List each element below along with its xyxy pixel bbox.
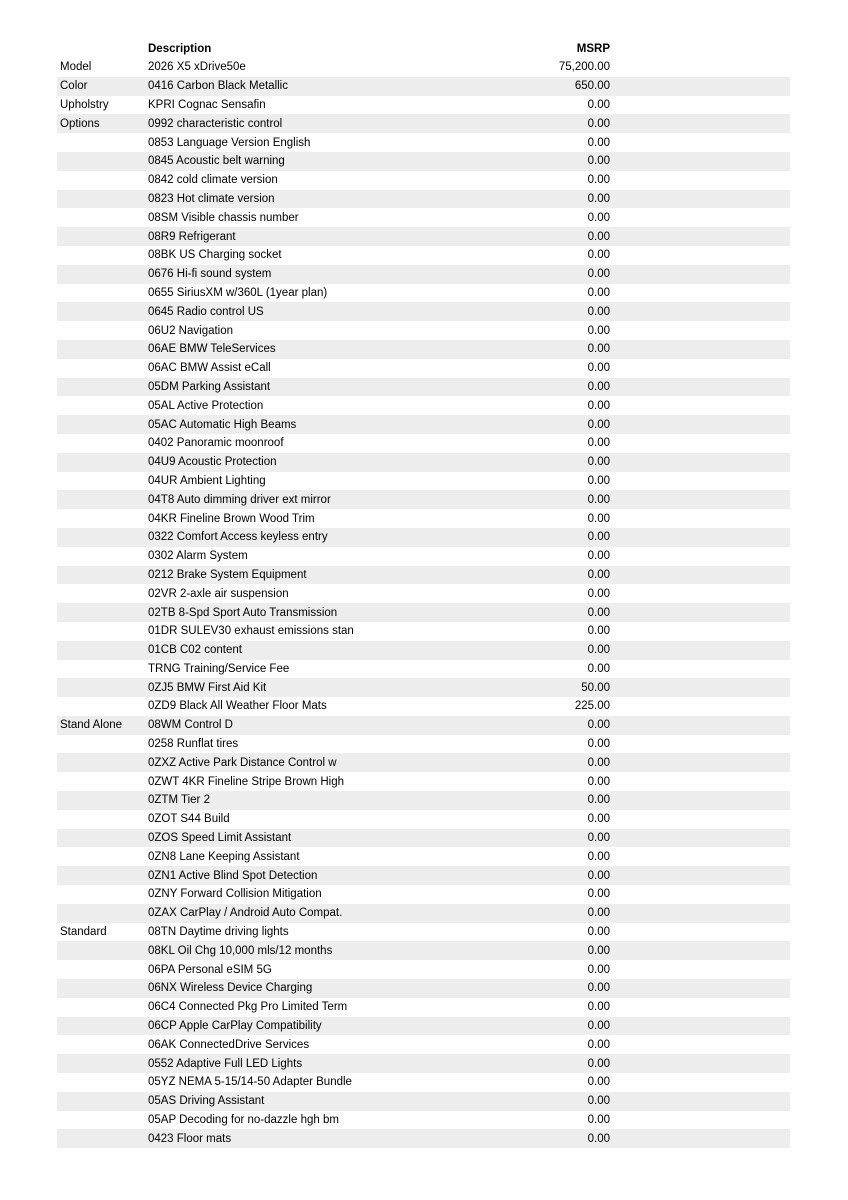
table-row xyxy=(57,340,790,359)
row-msrp: 0.00 xyxy=(587,136,610,149)
table-row xyxy=(57,321,790,340)
row-description: 08R9 Refrigerant xyxy=(148,230,236,243)
table-row xyxy=(57,622,790,641)
row-msrp: 0.00 xyxy=(587,794,610,807)
row-msrp: 0.00 xyxy=(587,286,610,299)
row-description: 04T8 Auto dimming driver ext mirror xyxy=(148,493,331,506)
vehicle-options-table xyxy=(57,39,790,1148)
row-description: KPRI Cognac Sensafin xyxy=(148,98,266,111)
row-description: 0ZWT 4KR Fineline Stripe Brown High xyxy=(148,775,344,788)
table-row xyxy=(57,547,790,566)
row-description: 0416 Carbon Black Metallic xyxy=(148,80,288,93)
row-description: 01CB C02 content xyxy=(148,644,242,657)
row-msrp: 0.00 xyxy=(587,832,610,845)
table-row xyxy=(57,678,790,697)
row-description: 0842 cold climate version xyxy=(148,174,278,187)
table-row xyxy=(57,1129,790,1148)
row-description: TRNG Training/Service Fee xyxy=(148,662,290,675)
row-msrp: 0.00 xyxy=(587,192,610,205)
row-description: 08KL Oil Chg 10,000 mls/12 months xyxy=(148,944,333,957)
table-row xyxy=(57,979,790,998)
row-msrp: 650.00 xyxy=(574,80,610,93)
row-description: 05AP Decoding for no-dazzle hgh bm xyxy=(148,1114,339,1127)
row-msrp: 0.00 xyxy=(587,587,610,600)
row-description: 05DM Parking Assistant xyxy=(148,380,271,393)
row-description: 04UR Ambient Lighting xyxy=(148,474,266,487)
row-description: 02VR 2-axle air suspension xyxy=(148,587,289,600)
table-row xyxy=(57,660,790,679)
table-row xyxy=(57,246,790,265)
row-msrp: 0.00 xyxy=(587,1001,610,1014)
row-msrp: 0.00 xyxy=(587,343,610,356)
row-description: 0645 Radio control US xyxy=(148,305,264,318)
table-row xyxy=(57,434,790,453)
row-description: 02TB 8-Spd Sport Auto Transmission xyxy=(148,606,338,619)
row-description: 06AK ConnectedDrive Services xyxy=(148,1038,310,1051)
row-msrp: 0.00 xyxy=(587,155,610,168)
table-row xyxy=(57,265,790,284)
row-msrp: 0.00 xyxy=(587,230,610,243)
table-row xyxy=(57,227,790,246)
table-row xyxy=(57,490,790,509)
row-description: 0ZOS Speed Limit Assistant xyxy=(148,832,292,845)
row-msrp: 0.00 xyxy=(587,531,610,544)
row-msrp: 0.00 xyxy=(587,963,610,976)
header-msrp-label: MSRP xyxy=(576,42,610,55)
row-msrp: 0.00 xyxy=(587,98,610,111)
table-row xyxy=(57,641,790,660)
table-row xyxy=(57,1073,790,1092)
row-description: 0ZN8 Lane Keeping Assistant xyxy=(148,850,300,863)
row-msrp: 0.00 xyxy=(587,719,610,732)
table-row xyxy=(57,396,790,415)
row-description: 0212 Brake System Equipment xyxy=(148,568,307,581)
row-msrp: 0.00 xyxy=(587,249,610,262)
row-msrp: 0.00 xyxy=(587,606,610,619)
row-description: 0ZAX CarPlay / Android Auto Compat. xyxy=(148,907,343,920)
table-row xyxy=(57,866,790,885)
row-description: 0ZNY Forward Collision Mitigation xyxy=(148,888,322,901)
row-msrp: 50.00 xyxy=(581,681,610,694)
table-row xyxy=(57,847,790,866)
row-description: 06U2 Navigation xyxy=(148,324,234,337)
header-description-label: Description xyxy=(148,42,212,55)
row-msrp: 0.00 xyxy=(587,869,610,882)
row-msrp: 0.00 xyxy=(587,738,610,751)
table-row xyxy=(57,697,790,716)
row-msrp: 0.00 xyxy=(587,1057,610,1070)
table-row xyxy=(57,829,790,848)
row-msrp: 0.00 xyxy=(587,944,610,957)
table-rows xyxy=(57,58,790,1148)
table-row xyxy=(57,114,790,133)
table-row xyxy=(57,735,790,754)
row-msrp: 0.00 xyxy=(587,380,610,393)
row-description: 0302 Alarm System xyxy=(148,550,248,563)
row-description: 06C4 Connected Pkg Pro Limited Term xyxy=(148,1001,348,1014)
table-row xyxy=(57,77,790,96)
row-description: 0992 characteristic control xyxy=(148,117,283,130)
table-row xyxy=(57,810,790,829)
table-row xyxy=(57,509,790,528)
row-msrp: 225.00 xyxy=(574,700,610,713)
table-row xyxy=(57,960,790,979)
row-group: Model xyxy=(60,61,92,74)
table-row xyxy=(57,998,790,1017)
row-msrp: 0.00 xyxy=(587,926,610,939)
row-description: 0258 Runflat tires xyxy=(148,738,239,751)
row-msrp: 0.00 xyxy=(587,324,610,337)
row-msrp: 0.00 xyxy=(587,174,610,187)
table-row xyxy=(57,1017,790,1036)
row-msrp: 0.00 xyxy=(587,1020,610,1033)
table-row xyxy=(57,96,790,115)
row-group: Standard xyxy=(60,926,107,939)
table-row xyxy=(57,453,790,472)
row-msrp: 0.00 xyxy=(587,1132,610,1145)
row-msrp: 0.00 xyxy=(587,568,610,581)
row-description: 0853 Language Version English xyxy=(148,136,311,149)
row-msrp: 0.00 xyxy=(587,211,610,224)
row-description: 06AE BMW TeleServices xyxy=(148,343,276,356)
row-description: 06PA Personal eSIM 5G xyxy=(148,963,272,976)
row-msrp: 0.00 xyxy=(587,305,610,318)
table-row xyxy=(57,171,790,190)
row-msrp: 0.00 xyxy=(587,456,610,469)
row-description: 0ZTM Tier 2 xyxy=(148,794,210,807)
table-row xyxy=(57,885,790,904)
table-row xyxy=(57,566,790,585)
table-row xyxy=(57,716,790,735)
table-row xyxy=(57,528,790,547)
row-description: 08BK US Charging socket xyxy=(148,249,282,262)
row-msrp: 0.00 xyxy=(587,550,610,563)
table-header-row xyxy=(57,39,790,58)
row-group: Stand Alone xyxy=(60,719,123,732)
table-row xyxy=(57,415,790,434)
row-msrp: 0.00 xyxy=(587,117,610,130)
row-msrp: 0.00 xyxy=(587,493,610,506)
row-msrp: 0.00 xyxy=(587,813,610,826)
row-description: 05AC Automatic High Beams xyxy=(148,418,297,431)
row-description: 08WM Control D xyxy=(148,719,233,732)
row-msrp: 0.00 xyxy=(587,1114,610,1127)
row-msrp: 0.00 xyxy=(587,756,610,769)
row-description: 04KR Fineline Brown Wood Trim xyxy=(148,512,315,525)
row-description: 04U9 Acoustic Protection xyxy=(148,456,277,469)
row-description: 0ZJ5 BMW First Aid Kit xyxy=(148,681,267,694)
row-msrp: 0.00 xyxy=(587,888,610,901)
row-msrp: 0.00 xyxy=(587,982,610,995)
table-row xyxy=(57,1054,790,1073)
row-msrp: 0.00 xyxy=(587,625,610,638)
row-description: 06CP Apple CarPlay Compatibility xyxy=(148,1020,322,1033)
row-msrp: 0.00 xyxy=(587,418,610,431)
row-msrp: 0.00 xyxy=(587,268,610,281)
table-row xyxy=(57,603,790,622)
row-description: 05AS Driving Assistant xyxy=(148,1095,265,1108)
row-msrp: 0.00 xyxy=(587,437,610,450)
table-row xyxy=(57,284,790,303)
row-description: 0552 Adaptive Full LED Lights xyxy=(148,1057,303,1070)
table-row xyxy=(57,753,790,772)
row-group: Color xyxy=(60,80,88,93)
table-row xyxy=(57,1035,790,1054)
table-row xyxy=(57,472,790,491)
table-row xyxy=(57,359,790,378)
row-msrp: 0.00 xyxy=(587,1076,610,1089)
row-description: 2026 X5 xDrive50e xyxy=(148,61,246,74)
row-msrp: 75,200.00 xyxy=(558,61,610,74)
table-row xyxy=(57,584,790,603)
table-row xyxy=(57,133,790,152)
table-row xyxy=(57,1092,790,1111)
row-description: 0ZOT S44 Build xyxy=(148,813,230,826)
table-row xyxy=(57,772,790,791)
table-row xyxy=(57,378,790,397)
table-row xyxy=(57,791,790,810)
table-row xyxy=(57,208,790,227)
row-msrp: 0.00 xyxy=(587,775,610,788)
table-row xyxy=(57,58,790,77)
table-row xyxy=(57,923,790,942)
row-msrp: 0.00 xyxy=(587,662,610,675)
row-description: 0423 Floor mats xyxy=(148,1132,232,1145)
row-msrp: 0.00 xyxy=(587,474,610,487)
row-description: 0655 SiriusXM w/360L (1year plan) xyxy=(148,286,328,299)
row-msrp: 0.00 xyxy=(587,362,610,375)
row-msrp: 0.00 xyxy=(587,1038,610,1051)
row-msrp: 0.00 xyxy=(587,850,610,863)
row-msrp: 0.00 xyxy=(587,1095,610,1108)
row-description: 0676 Hi-fi sound system xyxy=(148,268,272,281)
row-description: 0322 Comfort Access keyless entry xyxy=(148,531,328,544)
row-msrp: 0.00 xyxy=(587,399,610,412)
table-row xyxy=(57,152,790,171)
row-description: 05YZ NEMA 5-15/14-50 Adapter Bundle xyxy=(148,1076,352,1089)
table-row xyxy=(57,904,790,923)
row-description: 06AC BMW Assist eCall xyxy=(148,362,271,375)
table-row xyxy=(57,1111,790,1130)
row-group: Options xyxy=(60,117,100,130)
row-description: 0845 Acoustic belt warning xyxy=(148,155,285,168)
row-description: 0402 Panoramic moonroof xyxy=(148,437,284,450)
table-row xyxy=(57,190,790,209)
row-description: 0ZXZ Active Park Distance Control w xyxy=(148,756,337,769)
row-description: 05AL Active Protection xyxy=(148,399,264,412)
row-msrp: 0.00 xyxy=(587,907,610,920)
row-description: 01DR SULEV30 exhaust emissions stan xyxy=(148,625,354,638)
table-row xyxy=(57,302,790,321)
row-description: 06NX Wireless Device Charging xyxy=(148,982,313,995)
row-description: 0823 Hot climate version xyxy=(148,192,275,205)
row-description: 08TN Daytime driving lights xyxy=(148,926,289,939)
row-description: 0ZN1 Active Blind Spot Detection xyxy=(148,869,318,882)
row-description: 08SM Visible chassis number xyxy=(148,211,299,224)
table-row xyxy=(57,941,790,960)
row-description: 0ZD9 Black All Weather Floor Mats xyxy=(148,700,327,713)
row-msrp: 0.00 xyxy=(587,644,610,657)
row-msrp: 0.00 xyxy=(587,512,610,525)
row-group: Upholstry xyxy=(60,98,109,111)
